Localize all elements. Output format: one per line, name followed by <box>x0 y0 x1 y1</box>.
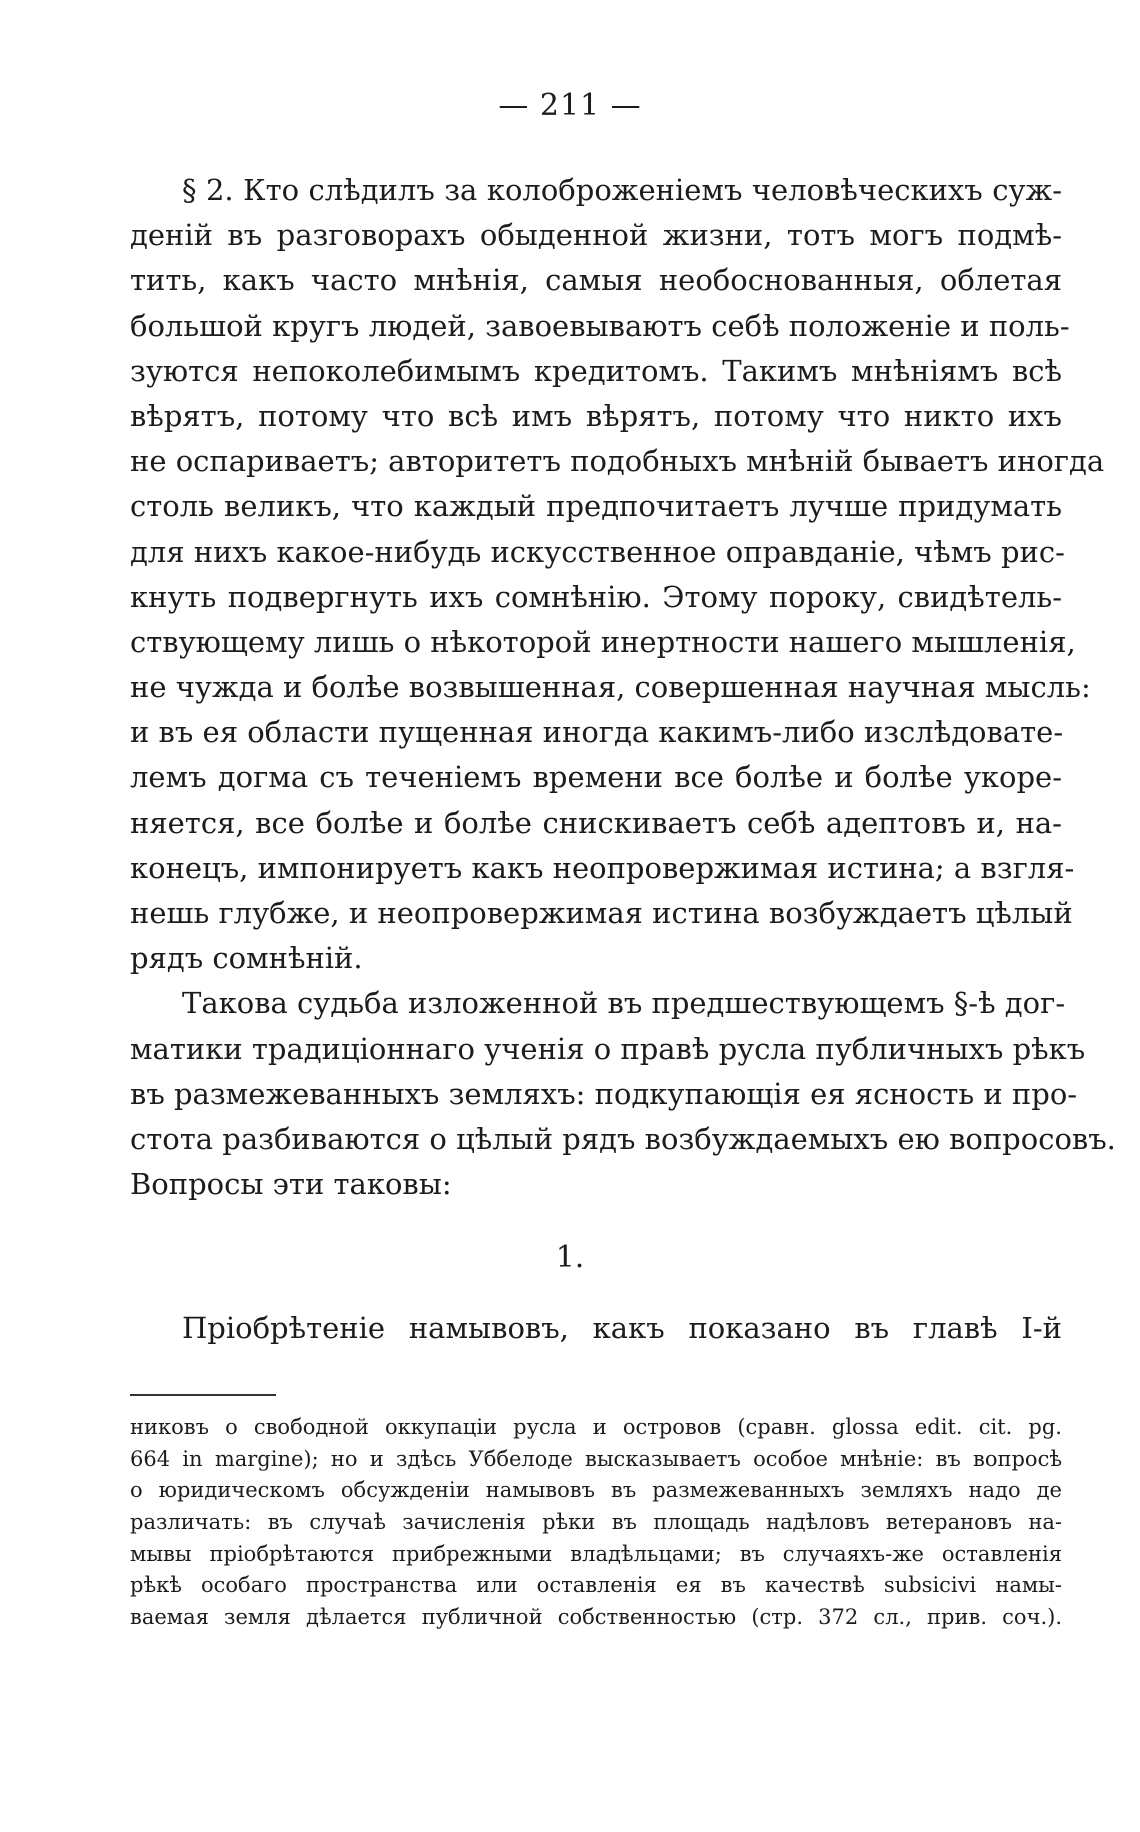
text-line: вѣрятъ, потому что всѣ имъ вѣрятъ, потому что никто ихъ <box>130 398 1062 433</box>
footnote-line: никовъ о свободной оккупаціи русла и островов (сравн. glossa edit. cit. pg. <box>130 1415 1062 1439</box>
text-line: не чужда и болѣе возвышенная, совершенная научная мысль: <box>130 670 1091 705</box>
text-line: столь великъ, что каждый предпочитаетъ лучше придумать <box>130 489 1062 524</box>
text-line: тить, какъ часто мнѣнія, самыя необоснованныя, облетая <box>130 263 1062 298</box>
text-line: конецъ, импонируетъ какъ неопровержимая истина; а взгля- <box>130 850 1075 885</box>
section-first-line: Пріобрѣтеніе намывовъ, какъ показано въ главѣ I-й <box>182 1311 1062 1345</box>
text-line: зуются непоколебимымъ кредитомъ. Такимъ мнѣніямъ всѣ <box>130 353 1062 388</box>
text-line: кнуть подвергнуть ихъ сомнѣнію. Этому пороку, свидѣтель- <box>130 579 1062 614</box>
text-line: Вопросы эти таковы: <box>130 1167 452 1202</box>
text-line: матики традиціоннаго ученія о правѣ русла публичныхъ рѣкъ <box>130 1031 1086 1066</box>
text-line: большой кругъ людей, завоевываютъ себѣ положеніе и поль- <box>130 308 1070 343</box>
text-line: для нихъ какое-нибудь искусственное оправданіе, чѣмъ рис- <box>130 534 1065 569</box>
text-line: рядъ сомнѣній. <box>130 941 363 976</box>
footnote-line: рѣкѣ особаго пространства или оставленія ея въ качествѣ subsicivi намы- <box>130 1573 1062 1598</box>
footnote-line: мывы пріобрѣтаются прибрежными владѣльцами; въ случаяхъ-же оставленія <box>130 1541 1062 1566</box>
footnote-line: 664 in margine); но и здѣсь Уббелоде высказываетъ особое мнѣніе: въ вопросѣ <box>130 1446 1062 1471</box>
text-line: ствующему лишь о нѣкоторой инертности нашего мышленія, <box>130 624 1076 659</box>
body-text <box>130 168 1116 1207</box>
footnotes <box>130 1412 1062 1634</box>
page-number: — 211 — <box>498 88 642 123</box>
text-line: няется, все болѣе и болѣе снискиваетъ себѣ адептовъ и, на- <box>130 805 1062 840</box>
text-line: не оспариваетъ; авторитетъ подобныхъ мнѣній бываетъ иногда <box>130 444 1105 479</box>
footnote-line: о юридическомъ обсужденіи намывовъ въ размежеванныхъ земляхъ надо де <box>130 1478 1062 1503</box>
section-number: 1. <box>555 1240 585 1275</box>
text-line: и въ ея области пущенная иногда какимъ-либо изслѣдовате- <box>130 715 1064 750</box>
text-line: Такова судьба изложенной въ предшествующемъ §-ѣ дог- <box>182 986 1066 1021</box>
footnote-line: ваемая земля дѣлается публичной собственностью (стр. 372 сл., прив. соч.). <box>130 1605 1062 1630</box>
footnote-divider <box>130 1394 276 1396</box>
text-line: деній въ разговорахъ обыденной жизни, тотъ могъ подмѣ- <box>130 218 1062 253</box>
text-line: лемъ догма съ теченіемъ времени все болѣе и болѣе укоре- <box>130 760 1062 795</box>
text-line: въ размежеванныхъ земляхъ: подкупающія ея ясность и про- <box>130 1076 1078 1111</box>
text-line: стота разбиваются о цѣлый рядъ возбуждаемыхъ ею вопросовъ. <box>130 1121 1116 1156</box>
text-line: нешь глубже, и неопровержимая истина возбуждаетъ цѣлый <box>130 896 1073 930</box>
text-line: § 2. Кто слѣдилъ за колоброженіемъ человѣческихъ суж- <box>182 173 1062 207</box>
footnote-line: различать: въ случаѣ зачисленія рѣки въ площадь надѣловъ ветерановъ на- <box>130 1510 1062 1535</box>
